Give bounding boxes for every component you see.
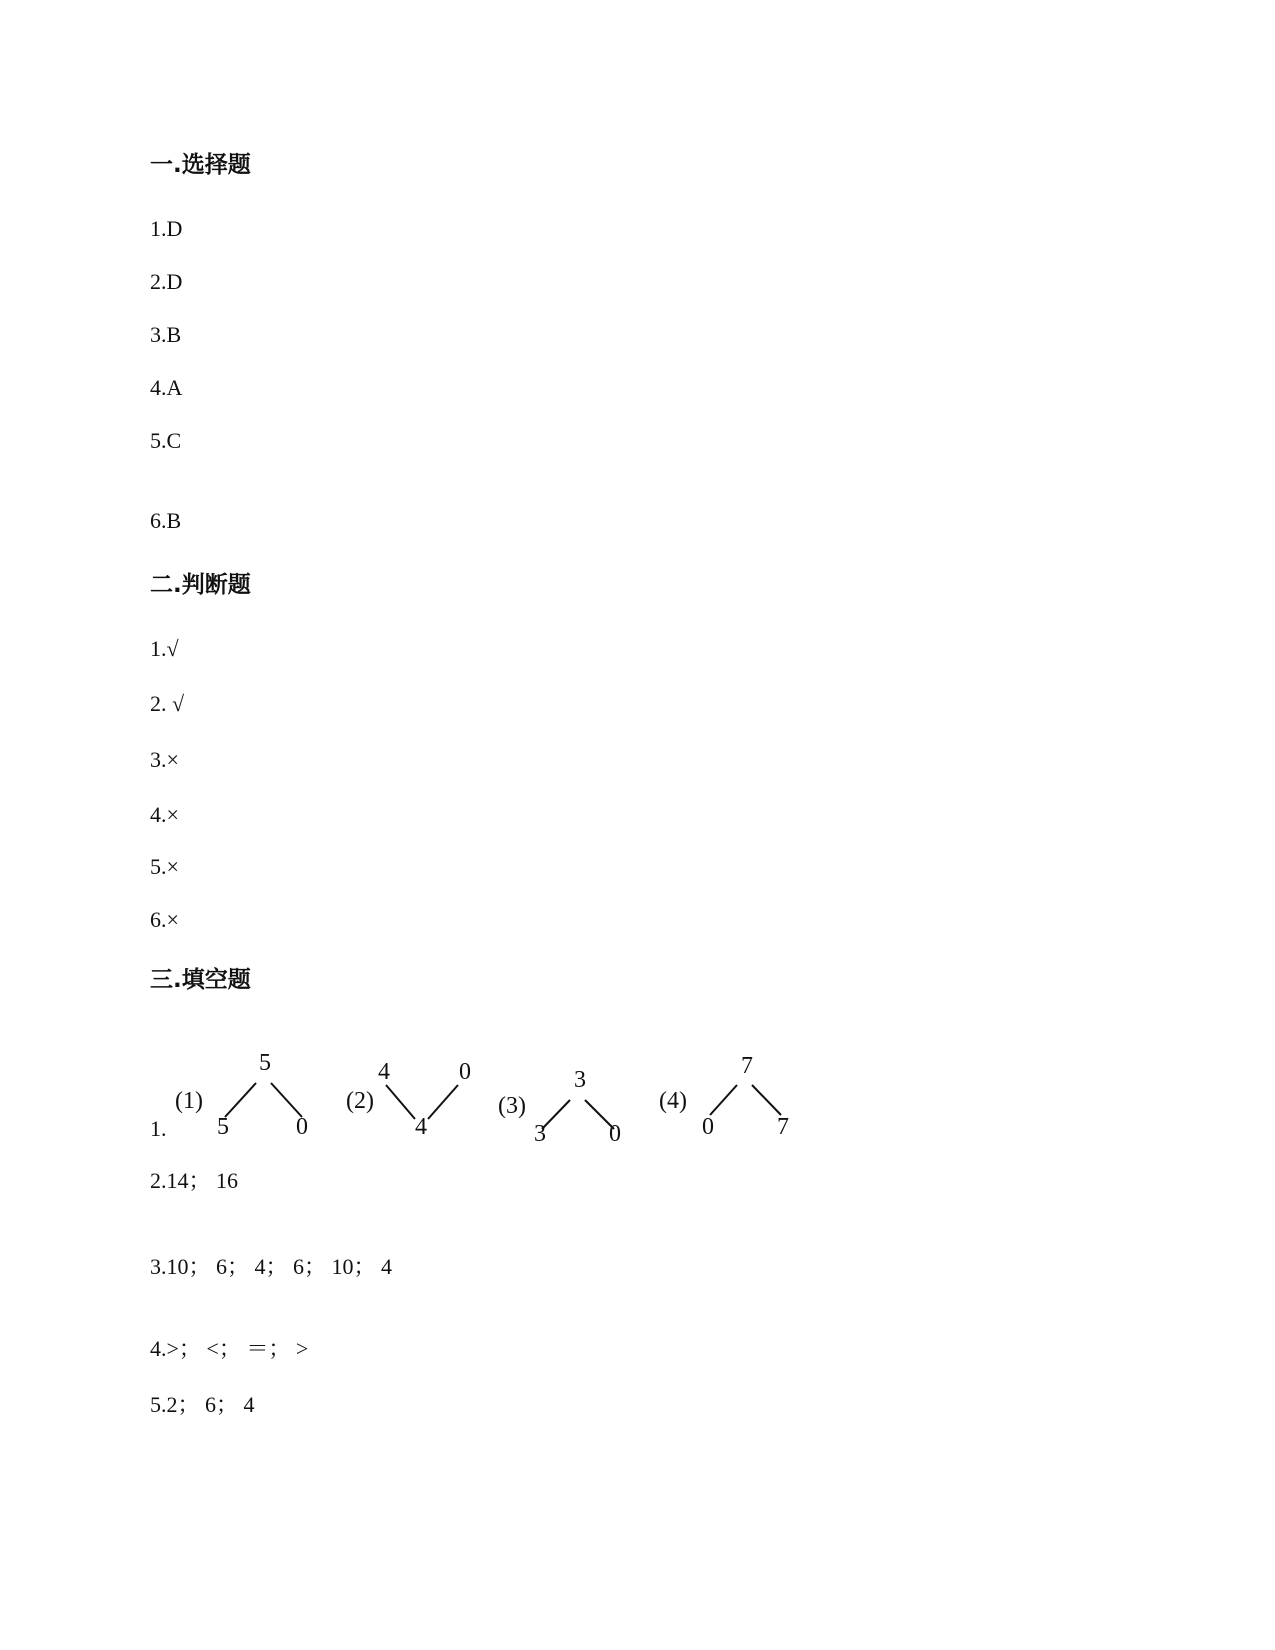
judgement-answer-5: 5.×	[150, 854, 179, 879]
bond-4-right: 7	[777, 1114, 789, 1140]
number-bond-4	[659, 1053, 789, 1140]
fill-answer-3: 3.10； 6； 4； 6； 10； 4	[150, 1254, 393, 1279]
judgement-answer-1: 1.√	[150, 636, 179, 661]
choice-answer-3: 3.B	[150, 322, 182, 347]
bond-1-left: 5	[217, 1114, 229, 1140]
bond-3-total: 3	[574, 1067, 586, 1093]
bond-3-left: 3	[534, 1121, 546, 1147]
fill-answer-5: 5.2； 6； 4	[150, 1392, 255, 1417]
bond-3-label: (3)	[498, 1093, 526, 1119]
choice-answer-5: 5.C	[150, 428, 182, 453]
bond-1-right-line	[271, 1083, 302, 1117]
bond-4-right-line	[752, 1085, 781, 1115]
bond-1-right: 0	[296, 1114, 308, 1140]
number-bond-3	[498, 1067, 621, 1147]
section-title-judgement: 二.判断题	[150, 572, 251, 598]
bond-4-total: 7	[741, 1053, 753, 1079]
judgement-answer-6: 6.×	[150, 907, 179, 932]
judgement-answer-3: 3.×	[150, 747, 179, 772]
fill-answer-2: 2.14； 16	[150, 1168, 239, 1193]
number-bond-figure	[172, 1045, 832, 1155]
bond-2-bottom: 4	[415, 1114, 427, 1140]
bond-3-right: 0	[609, 1121, 621, 1147]
bond-2-label: (2)	[346, 1088, 374, 1114]
bond-2-total-top: 4	[378, 1059, 390, 1085]
judgement-answer-4: 4.×	[150, 802, 179, 827]
bond-1-total: 5	[259, 1050, 271, 1076]
judgement-answer-2: 2. √	[150, 691, 185, 716]
bond-2-right-top: 0	[459, 1059, 471, 1085]
fill-answer-4: 4.>； <； ＝； >	[150, 1336, 309, 1361]
bond-2-right-line	[428, 1085, 458, 1119]
section-title-choice: 一.选择题	[150, 152, 251, 178]
choice-answer-2: 2.D	[150, 269, 183, 294]
choice-answer-4: 4.A	[150, 375, 183, 400]
bond-1-left-line	[225, 1083, 256, 1117]
number-bond-2	[346, 1059, 471, 1140]
fill-answer-1-prefix: 1.	[150, 1116, 167, 1141]
choice-answer-6: 6.B	[150, 508, 182, 533]
number-bond-1	[175, 1050, 308, 1140]
bond-4-left-line	[710, 1085, 737, 1115]
bond-4-label: (4)	[659, 1088, 687, 1114]
bond-2-left-line	[386, 1085, 415, 1119]
bond-3-left-line	[542, 1100, 570, 1129]
bond-4-left: 0	[702, 1114, 714, 1140]
bond-1-label: (1)	[175, 1088, 203, 1114]
section-title-fill: 三.填空题	[150, 967, 251, 993]
choice-answer-1: 1.D	[150, 216, 183, 241]
